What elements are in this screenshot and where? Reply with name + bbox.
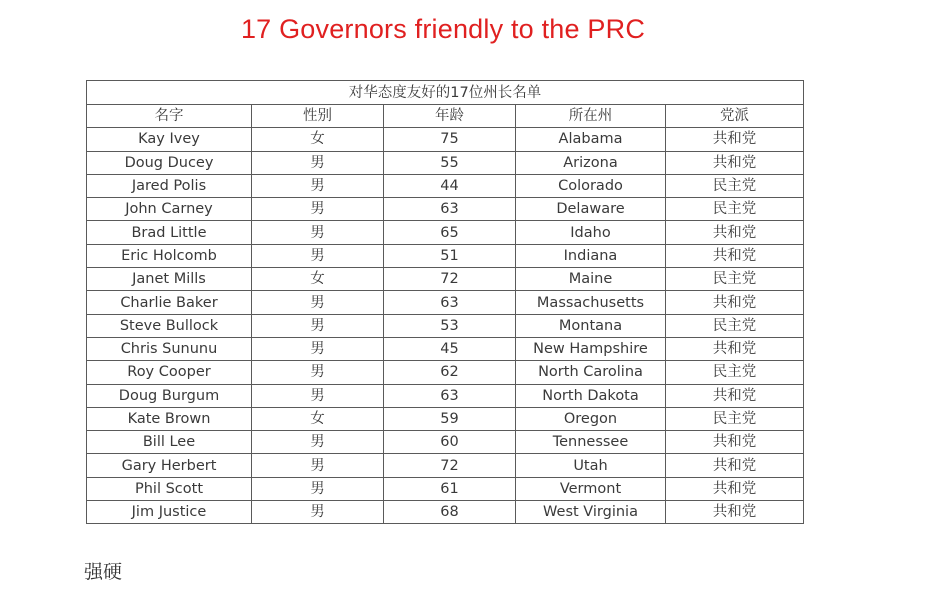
governors-table-container bbox=[86, 80, 803, 524]
age-cell: 63 bbox=[384, 198, 516, 221]
party-cell: 共和党 bbox=[666, 501, 804, 524]
table-row bbox=[87, 314, 804, 337]
table-row bbox=[87, 291, 804, 314]
gender-cell: 男 bbox=[252, 221, 384, 244]
governor-name-cell: Roy Cooper bbox=[87, 361, 252, 384]
state-cell: North Carolina bbox=[516, 361, 666, 384]
gender-cell: 女 bbox=[252, 128, 384, 151]
governor-name-cell: Phil Scott bbox=[87, 477, 252, 500]
state-cell: Alabama bbox=[516, 128, 666, 151]
gender-cell: 男 bbox=[252, 384, 384, 407]
age-cell: 45 bbox=[384, 337, 516, 360]
table-row bbox=[87, 384, 804, 407]
gender-cell: 男 bbox=[252, 174, 384, 197]
gender-cell: 男 bbox=[252, 361, 384, 384]
age-cell: 61 bbox=[384, 477, 516, 500]
party-cell: 共和党 bbox=[666, 337, 804, 360]
footer-note: 强硬 bbox=[84, 561, 123, 583]
governor-name-cell: Gary Herbert bbox=[87, 454, 252, 477]
age-cell: 63 bbox=[384, 384, 516, 407]
party-cell: 民主党 bbox=[666, 174, 804, 197]
age-cell: 60 bbox=[384, 431, 516, 454]
governor-name-cell: Bill Lee bbox=[87, 431, 252, 454]
gender-cell: 男 bbox=[252, 151, 384, 174]
state-cell: Idaho bbox=[516, 221, 666, 244]
gender-cell: 男 bbox=[252, 477, 384, 500]
state-cell: Delaware bbox=[516, 198, 666, 221]
gender-cell: 男 bbox=[252, 431, 384, 454]
age-cell: 65 bbox=[384, 221, 516, 244]
table-body bbox=[87, 128, 804, 524]
gender-cell: 女 bbox=[252, 268, 384, 291]
table-row bbox=[87, 477, 804, 500]
governor-name-cell: Kate Brown bbox=[87, 407, 252, 430]
party-cell: 共和党 bbox=[666, 454, 804, 477]
table-row bbox=[87, 407, 804, 430]
governor-name-cell: Brad Little bbox=[87, 221, 252, 244]
age-cell: 72 bbox=[384, 454, 516, 477]
governor-name-cell: Janet Mills bbox=[87, 268, 252, 291]
column-header-age: 年龄 bbox=[384, 105, 516, 128]
gender-cell: 男 bbox=[252, 501, 384, 524]
governor-name-cell: Steve Bullock bbox=[87, 314, 252, 337]
party-cell: 民主党 bbox=[666, 407, 804, 430]
age-cell: 72 bbox=[384, 268, 516, 291]
state-cell: Arizona bbox=[516, 151, 666, 174]
age-cell: 68 bbox=[384, 501, 516, 524]
gender-cell: 男 bbox=[252, 198, 384, 221]
age-cell: 55 bbox=[384, 151, 516, 174]
age-cell: 44 bbox=[384, 174, 516, 197]
page-headline: 17 Governors friendly to the PRC bbox=[240, 14, 646, 44]
state-cell: Tennessee bbox=[516, 431, 666, 454]
governor-name-cell: Doug Ducey bbox=[87, 151, 252, 174]
state-cell: North Dakota bbox=[516, 384, 666, 407]
governor-name-cell: Doug Burgum bbox=[87, 384, 252, 407]
table-row bbox=[87, 128, 804, 151]
column-header-state: 所在州 bbox=[516, 105, 666, 128]
table-row bbox=[87, 221, 804, 244]
party-cell: 民主党 bbox=[666, 268, 804, 291]
table-row bbox=[87, 501, 804, 524]
state-cell: Massachusetts bbox=[516, 291, 666, 314]
party-cell: 共和党 bbox=[666, 244, 804, 267]
party-cell: 共和党 bbox=[666, 477, 804, 500]
governor-name-cell: Chris Sununu bbox=[87, 337, 252, 360]
table-caption: 对华态度友好的17位州长名单 bbox=[87, 81, 804, 105]
state-cell: Utah bbox=[516, 454, 666, 477]
state-cell: New Hampshire bbox=[516, 337, 666, 360]
column-header-name: 名字 bbox=[87, 105, 252, 128]
state-cell: West Virginia bbox=[516, 501, 666, 524]
party-cell: 共和党 bbox=[666, 384, 804, 407]
age-cell: 53 bbox=[384, 314, 516, 337]
gender-cell: 男 bbox=[252, 337, 384, 360]
table-row bbox=[87, 174, 804, 197]
governor-name-cell: Jared Polis bbox=[87, 174, 252, 197]
age-cell: 62 bbox=[384, 361, 516, 384]
table-row bbox=[87, 244, 804, 267]
party-cell: 共和党 bbox=[666, 221, 804, 244]
state-cell: Indiana bbox=[516, 244, 666, 267]
table-row bbox=[87, 198, 804, 221]
table-caption-row bbox=[87, 81, 804, 105]
state-cell: Oregon bbox=[516, 407, 666, 430]
governor-name-cell: Jim Justice bbox=[87, 501, 252, 524]
party-cell: 共和党 bbox=[666, 291, 804, 314]
gender-cell: 男 bbox=[252, 244, 384, 267]
governors-table bbox=[86, 80, 804, 524]
age-cell: 51 bbox=[384, 244, 516, 267]
state-cell: Vermont bbox=[516, 477, 666, 500]
state-cell: Maine bbox=[516, 268, 666, 291]
table-row bbox=[87, 337, 804, 360]
state-cell: Montana bbox=[516, 314, 666, 337]
age-cell: 63 bbox=[384, 291, 516, 314]
table-row bbox=[87, 268, 804, 291]
column-header-gender: 性别 bbox=[252, 105, 384, 128]
party-cell: 民主党 bbox=[666, 314, 804, 337]
gender-cell: 男 bbox=[252, 454, 384, 477]
table-header-row bbox=[87, 105, 804, 128]
table-row bbox=[87, 431, 804, 454]
governor-name-cell: Charlie Baker bbox=[87, 291, 252, 314]
age-cell: 59 bbox=[384, 407, 516, 430]
table-row bbox=[87, 151, 804, 174]
party-cell: 民主党 bbox=[666, 361, 804, 384]
governor-name-cell: Eric Holcomb bbox=[87, 244, 252, 267]
party-cell: 共和党 bbox=[666, 431, 804, 454]
table-row bbox=[87, 361, 804, 384]
column-header-party: 党派 bbox=[666, 105, 804, 128]
party-cell: 共和党 bbox=[666, 151, 804, 174]
gender-cell: 男 bbox=[252, 291, 384, 314]
gender-cell: 女 bbox=[252, 407, 384, 430]
governor-name-cell: Kay Ivey bbox=[87, 128, 252, 151]
state-cell: Colorado bbox=[516, 174, 666, 197]
party-cell: 民主党 bbox=[666, 198, 804, 221]
gender-cell: 男 bbox=[252, 314, 384, 337]
governor-name-cell: John Carney bbox=[87, 198, 252, 221]
party-cell: 共和党 bbox=[666, 128, 804, 151]
table-row bbox=[87, 454, 804, 477]
age-cell: 75 bbox=[384, 128, 516, 151]
